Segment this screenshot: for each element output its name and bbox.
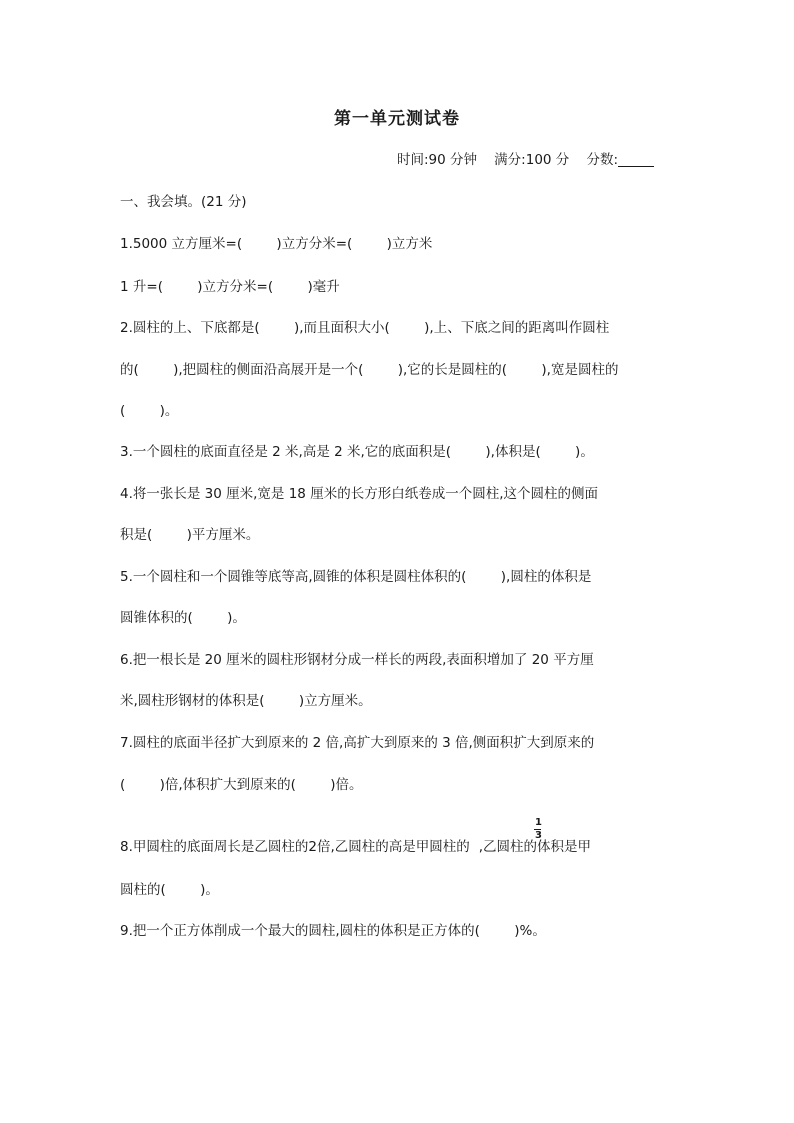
q8-text-after: ,乙圆柱的体积是甲 bbox=[478, 839, 592, 855]
question-line: 2.圆柱的上、下底都是( ),而且面积大小( ),上、下底之间的距离叫作圆柱 bbox=[120, 320, 610, 336]
question-line: 4.将一张长是 30 厘米,宽是 18 厘米的长方形白纸卷成一个圆柱,这个圆柱的侧面 bbox=[120, 486, 598, 502]
question-line: 9.把一个正方体削成一个最大的圆柱,圆柱的体积是正方体的( )%。 bbox=[120, 923, 546, 939]
question-line: 6.把一根长是 20 厘米的圆柱形钢材分成一样长的两段,表面积增加了 20 平方厘 bbox=[120, 652, 594, 668]
question-line: ( )。 bbox=[120, 403, 179, 419]
question-line: 1.5000 立方厘米=( )立方分米=( )立方米 bbox=[120, 236, 433, 252]
section-heading: 一、我会填。(21 分) bbox=[120, 194, 247, 210]
exam-meta-text: 时间:90 分钟 满分:100 分 分数: bbox=[397, 152, 619, 168]
question-line: 积是( )平方厘米。 bbox=[120, 527, 260, 543]
question-line: 5.一个圆柱和一个圆锥等底等高,圆锥的体积是圆柱体积的( ),圆柱的体积是 bbox=[120, 569, 592, 585]
score-blank[interactable] bbox=[618, 153, 654, 167]
question-line: 3.一个圆柱的底面直径是 2 米,高是 2 米,它的底面积是( ),体积是( )。 bbox=[120, 444, 594, 460]
question-line: 米,圆柱形钢材的体积是( )立方厘米。 bbox=[120, 693, 372, 709]
question-line: 7.圆柱的底面半径扩大到原来的 2 倍,高扩大到原来的 3 倍,侧面积扩大到原来的 bbox=[120, 735, 595, 751]
question-line: 圆柱的( )。 bbox=[120, 882, 219, 898]
exam-meta bbox=[397, 148, 654, 168]
question-line: 1 升=( )立方分米=( )毫升 bbox=[120, 279, 340, 295]
question-8-line bbox=[120, 835, 591, 855]
q8-text-before: 8.甲圆柱的底面周长是乙圆柱的2倍,乙圆柱的高是甲圆柱的 bbox=[120, 839, 470, 855]
question-line: ( )倍,体积扩大到原来的( )倍。 bbox=[120, 777, 363, 793]
fraction-numerator: 1 bbox=[535, 817, 542, 828]
question-line: 圆锥体积的( )。 bbox=[120, 610, 246, 626]
page-title: 第一单元测试卷 bbox=[334, 109, 460, 129]
question-line: 的( ),把圆柱的侧面沿高展开是一个( ),它的长是圆柱的( ),宽是圆柱的 bbox=[120, 362, 619, 378]
fraction-denominator: 3 bbox=[535, 830, 542, 841]
